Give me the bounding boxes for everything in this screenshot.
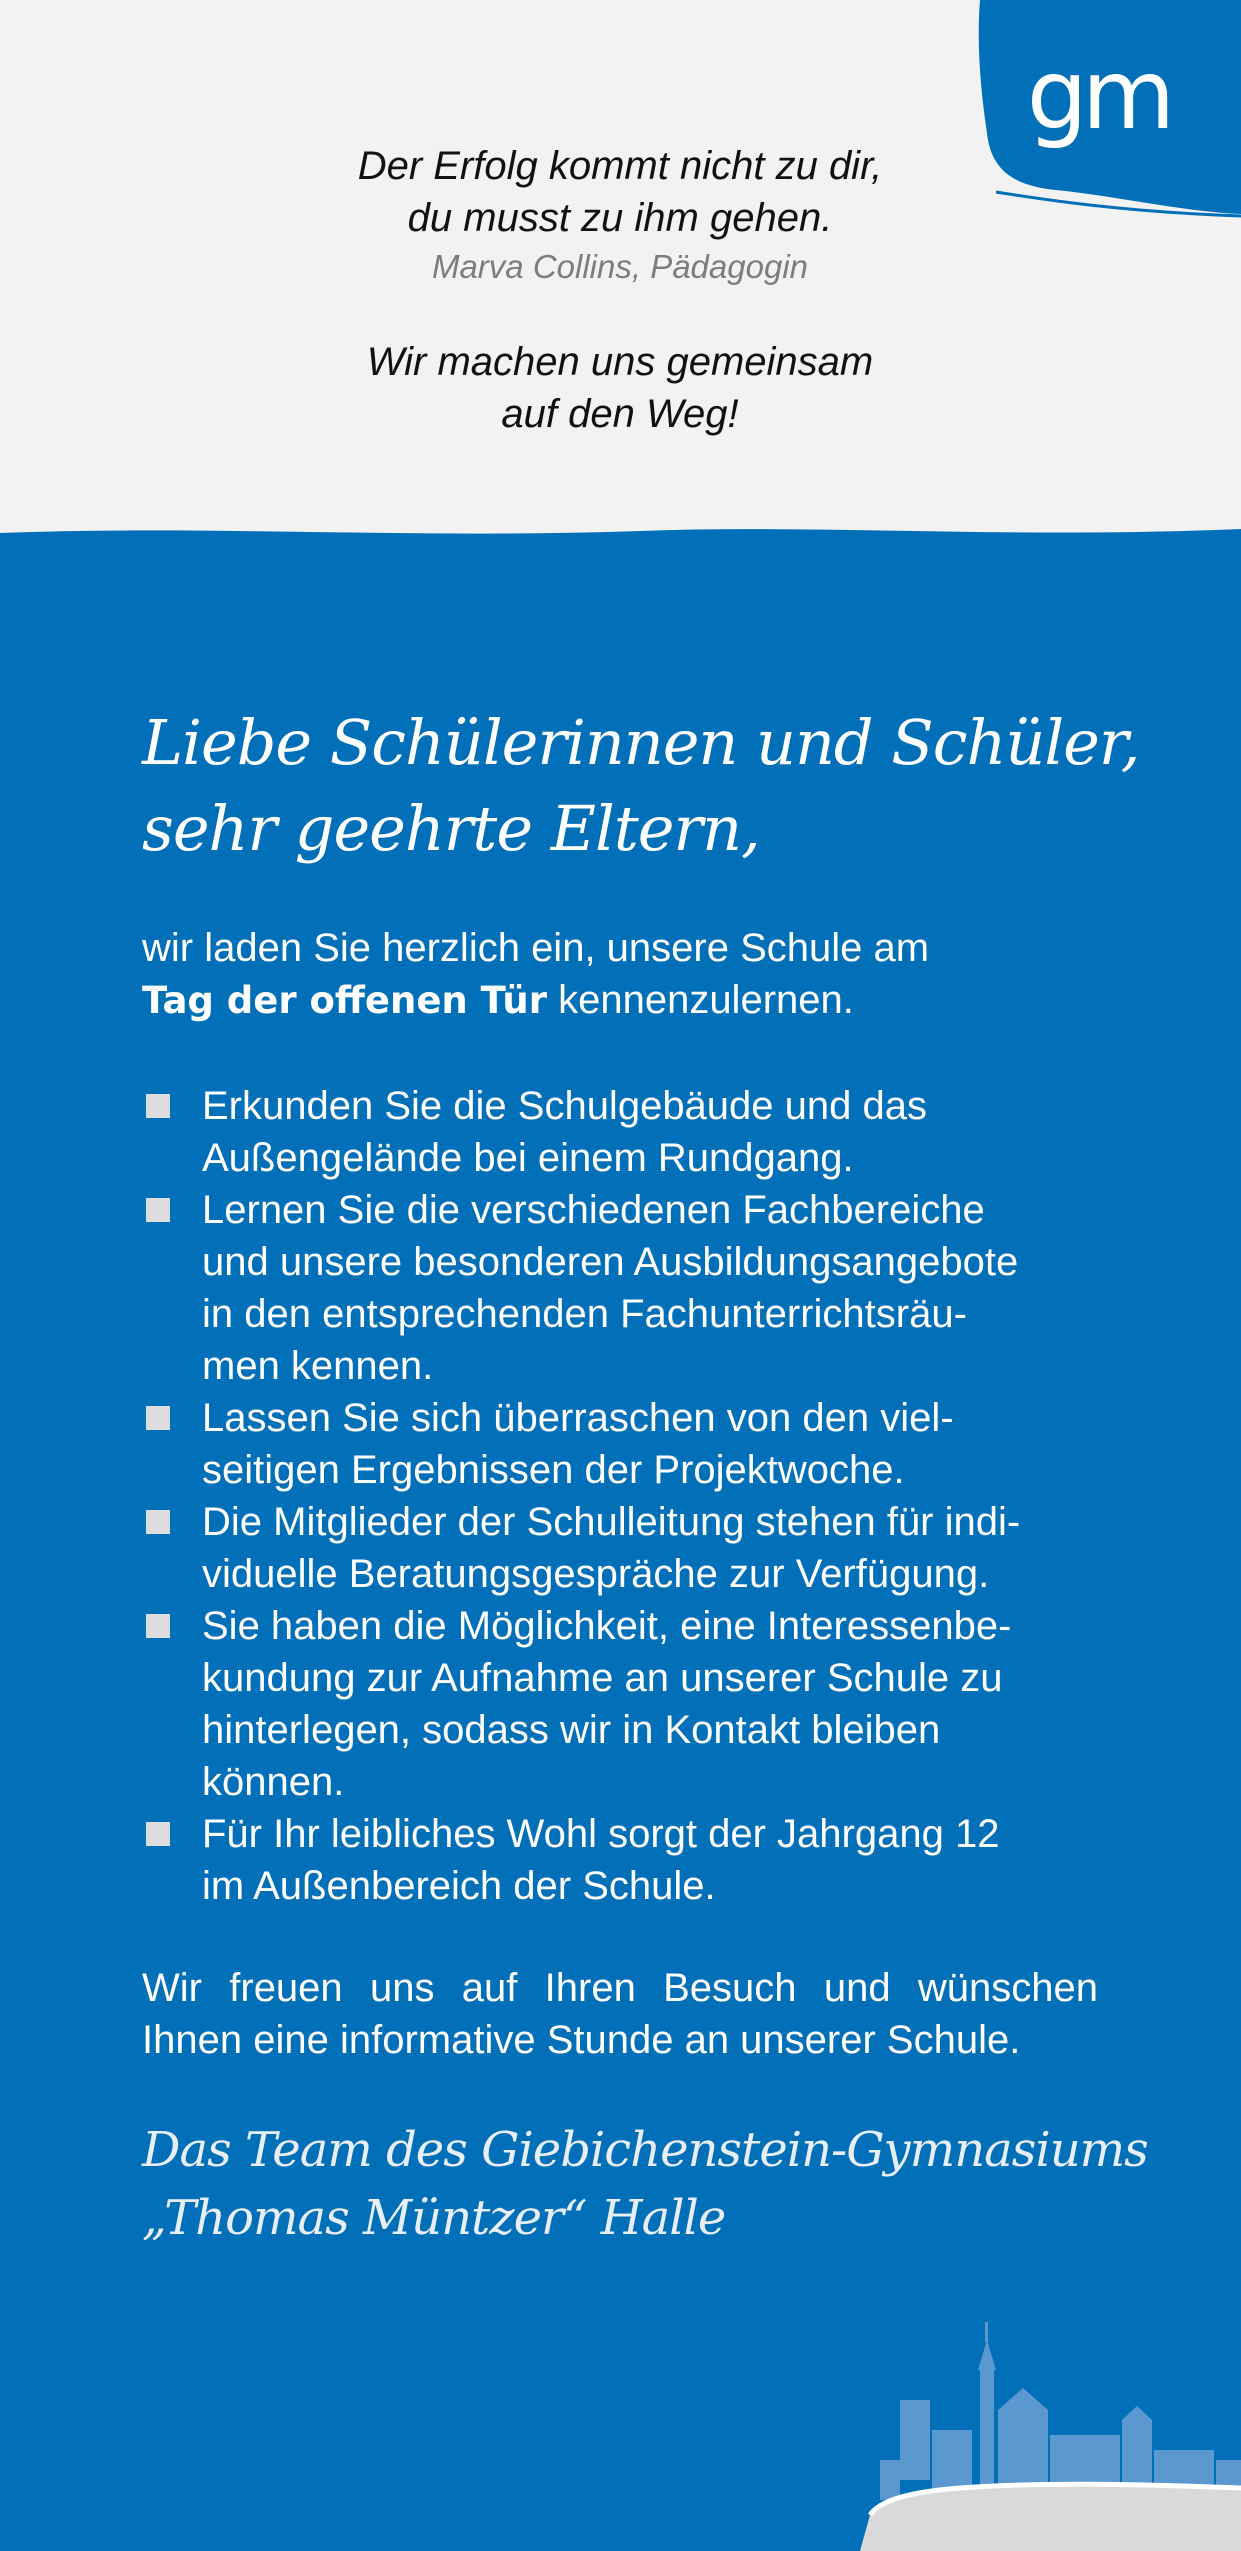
school-logo-text: gm: [1026, 39, 1170, 151]
list-item-line: im Außenbereich der Schule.: [202, 1864, 716, 1908]
bullet-square-icon: [146, 1094, 170, 1118]
signature-line: Das Team des Giebichenstein-Gymnasiums: [142, 2122, 1148, 2178]
list-item-line: Für Ihr leibliches Wohl sorgt der Jahrgang 12: [202, 1812, 1000, 1856]
bullet-square-icon: [146, 1510, 170, 1534]
list-item-line: men kennen.: [202, 1344, 434, 1388]
closing-line: Wir freuen uns auf Ihren Besuch und wünschen: [142, 1966, 1098, 2010]
list-item: [142, 1080, 1122, 1184]
motto-line: Wir machen uns gemeinsam: [366, 340, 874, 384]
quote-line: Der Erfolg kommt nicht zu dir,: [357, 144, 883, 188]
list-item: [142, 1184, 1122, 1392]
motto-block: [220, 336, 1020, 440]
list-item-line: viduelle Beratungsgespräche zur Verfügung.: [202, 1552, 990, 1596]
intro-line-2: [142, 974, 1122, 1027]
list-item-line: können.: [202, 1760, 345, 1804]
list-item-line: Lassen Sie sich überraschen von den viel-: [202, 1396, 954, 1440]
quote-author: Marva Collins, Pädagogin: [431, 248, 809, 285]
list-item-line: und unsere besonderen Ausbildungsangebote: [202, 1240, 1019, 1284]
greeting-line: Liebe Schülerinnen und Schüler,: [142, 706, 1140, 779]
bullet-square-icon: [146, 1198, 170, 1222]
list-item-line: Sie haben die Möglichkeit, eine Interessenbe-: [202, 1604, 1012, 1648]
list-item-line: in den entsprechenden Fachunterrichtsräu-: [202, 1292, 967, 1336]
open-day-highlight: Tag der offenen Tür: [142, 979, 547, 1022]
signature-line: „Thomas Müntzer“ Halle: [142, 2190, 726, 2246]
motto-line: auf den Weg!: [501, 392, 739, 436]
intro-line: wir laden Sie herzlich ein, unsere Schule am: [142, 926, 930, 970]
bullet-square-icon: [146, 1822, 170, 1846]
intro-rest: kennenzulernen.: [546, 978, 854, 1022]
bullet-square-icon: [146, 1406, 170, 1430]
list-item: [142, 1496, 1122, 1600]
list-item-line: Außengelände bei einem Rundgang.: [202, 1136, 854, 1180]
list-item-line: Die Mitglieder der Schulleitung stehen für indi-: [202, 1500, 1021, 1544]
list-item: [142, 1808, 1122, 1912]
bullet-square-icon: [146, 1614, 170, 1638]
list-item: [142, 1392, 1122, 1496]
list-item: [142, 1600, 1122, 1808]
list-item-line: kundung zur Aufnahme an unserer Schule zu: [202, 1656, 1003, 1700]
quote-line: du musst zu ihm gehen.: [407, 196, 833, 240]
closing-paragraph: [142, 1962, 1098, 2066]
school-building-illustration: [840, 2310, 1241, 2551]
signature: [142, 2116, 1148, 2252]
list-item-line: hinterlegen, sodass wir in Kontakt bleiben: [202, 1708, 941, 1752]
list-item-line: seitigen Ergebnissen der Projektwoche.: [202, 1448, 905, 1492]
quote-block: [220, 140, 1020, 290]
greeting-heading: [142, 700, 1142, 872]
intro-paragraph: [142, 922, 1122, 1027]
greeting-line: sehr geehrte Eltern,: [142, 792, 760, 865]
list-item-line: Lernen Sie die verschiedenen Fachbereiche: [202, 1188, 985, 1232]
activity-list: [142, 1080, 1122, 1912]
list-item-line: Erkunden Sie die Schulgebäude und das: [202, 1084, 927, 1128]
closing-line: Ihnen eine informative Stunde an unserer Schule.: [142, 2018, 1021, 2062]
